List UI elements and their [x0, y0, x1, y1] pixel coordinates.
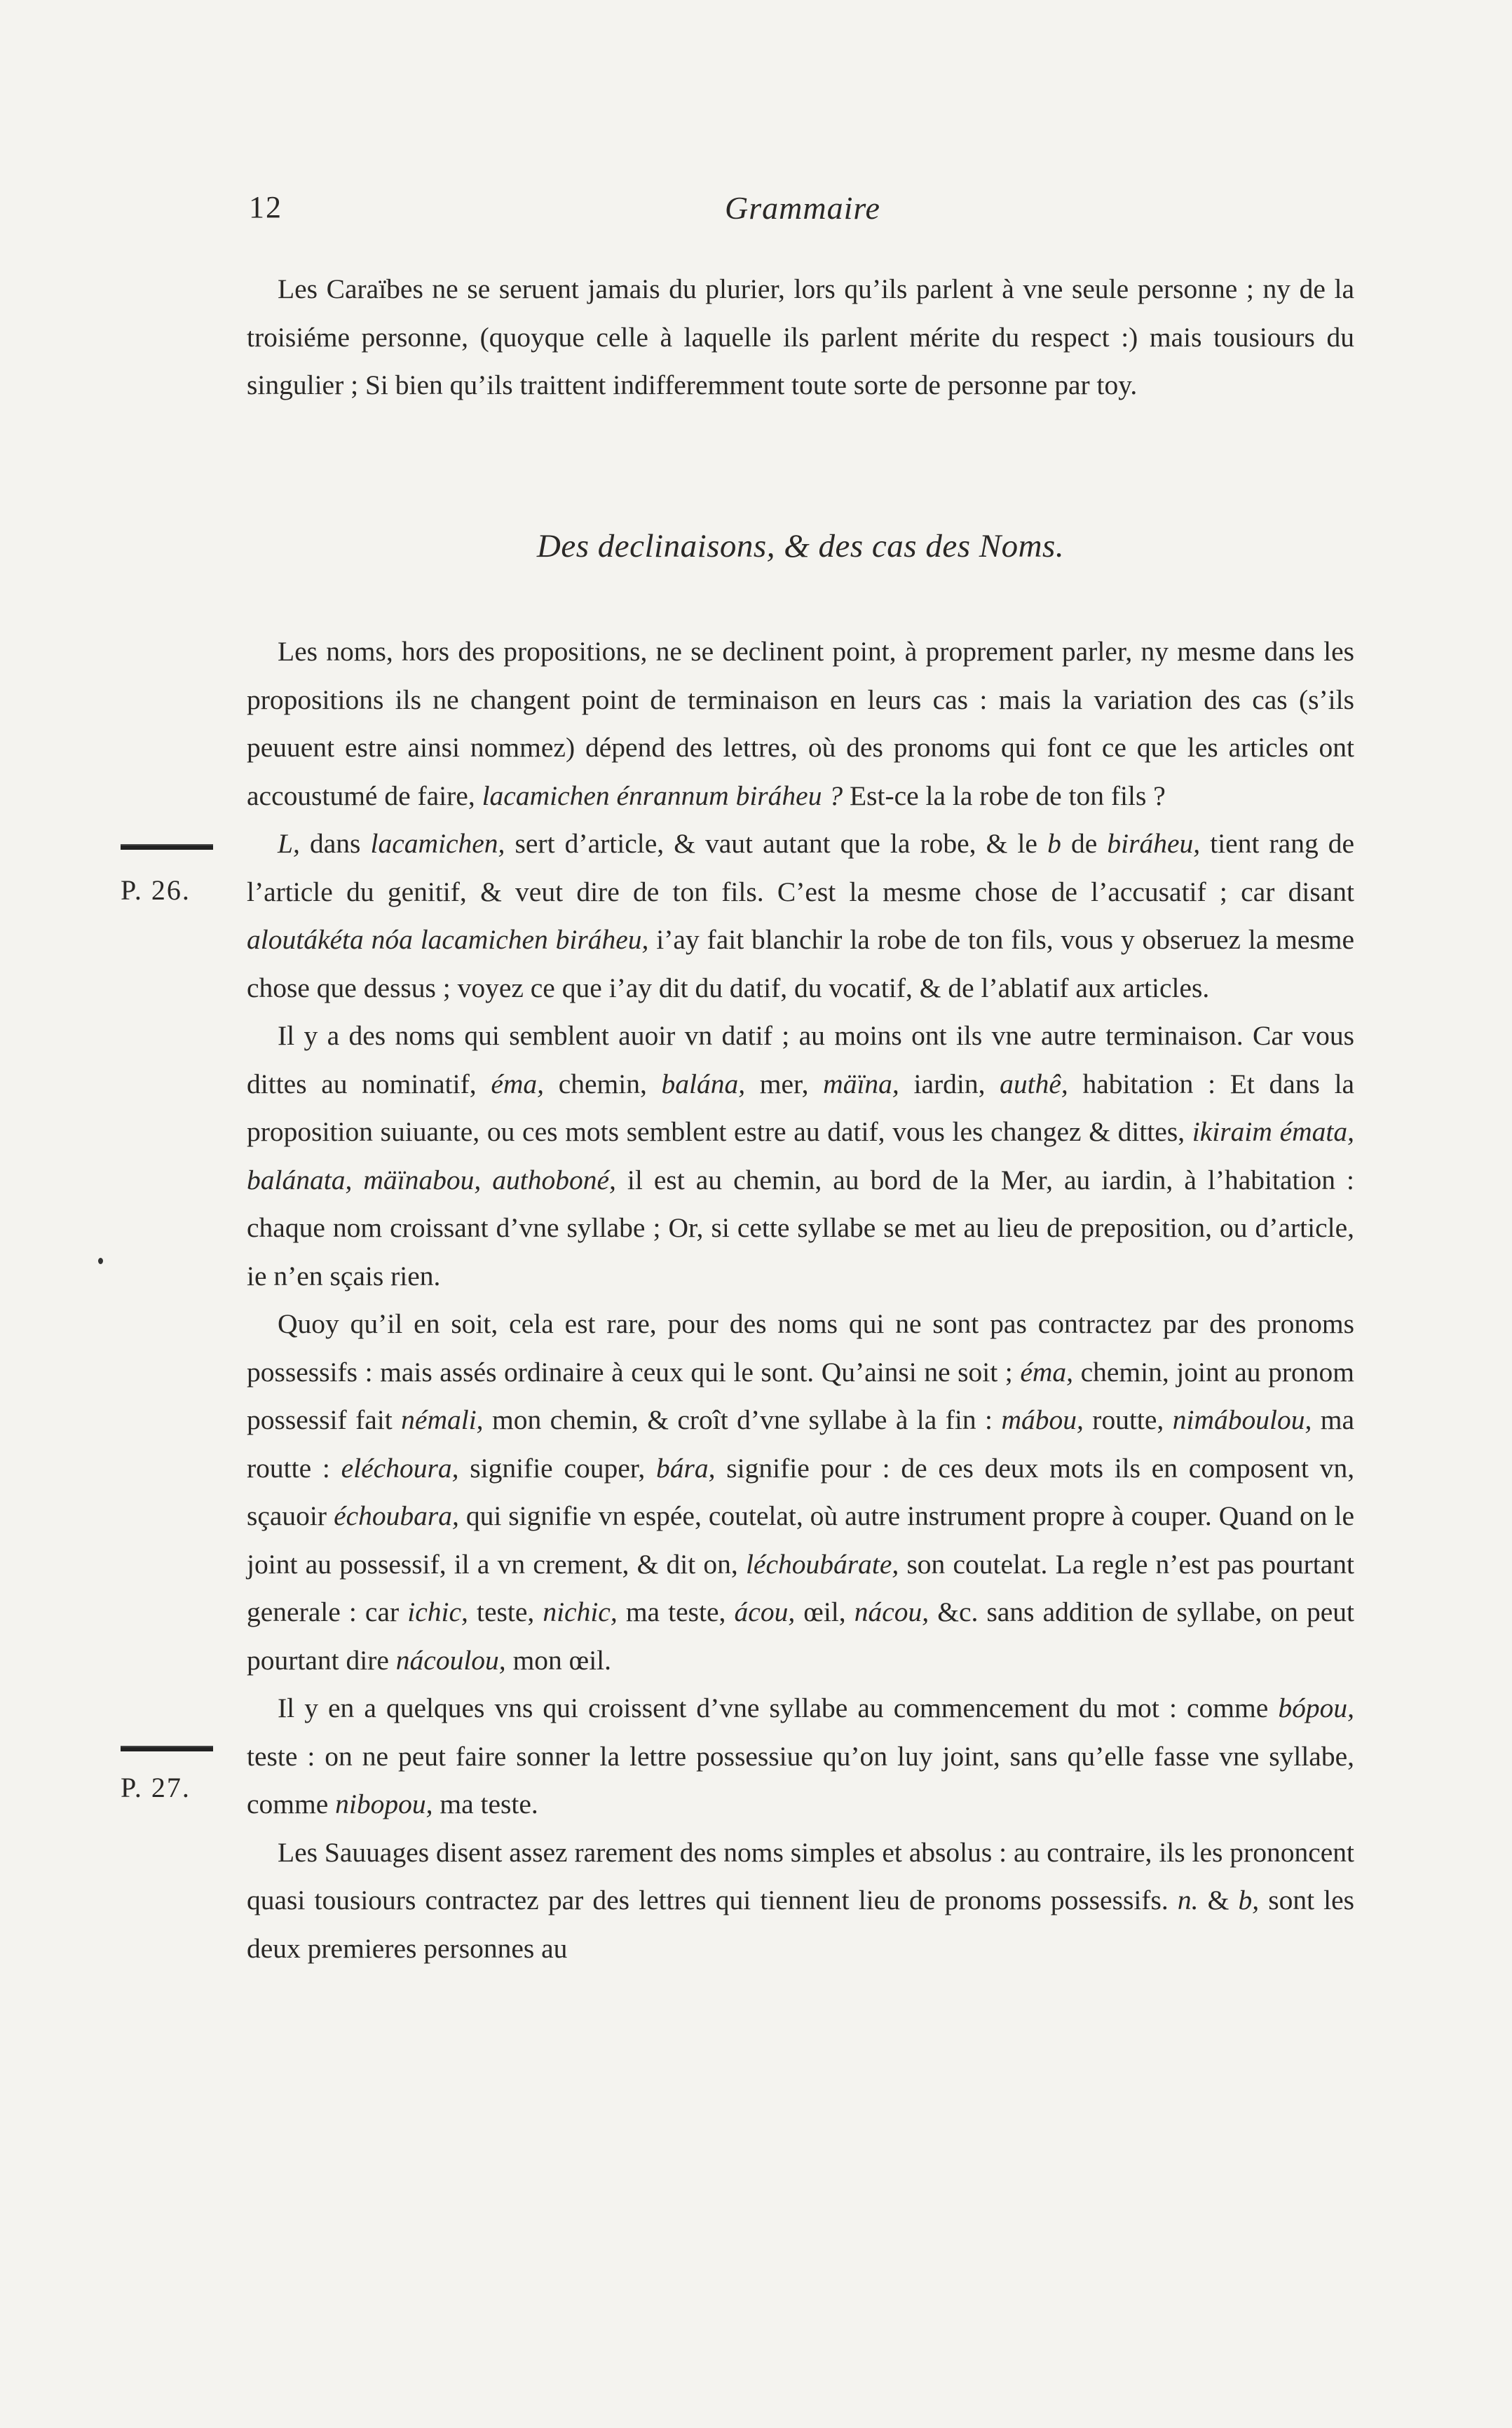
text-run: chemin, joint au pronom possessif fait [247, 1356, 1354, 1435]
caribbean-word: léchoubárate, [745, 1548, 899, 1580]
caribbean-word: ichic, [407, 1596, 468, 1627]
caribbean-word: aloutákéta nóa lacamichen biráheu, [247, 924, 649, 955]
intro-block [247, 265, 1354, 409]
paragraph-5 [247, 1684, 1354, 1829]
text-run: sert d’article, & vaut autant que la robe, & le [515, 828, 1037, 859]
caribbean-word: balána, [661, 1068, 746, 1099]
caribbean-word: éma, [1020, 1356, 1074, 1388]
text-run: &c. sans addition de syllabe, on peut pourtant dire [247, 1596, 1354, 1676]
margin-rule [121, 841, 213, 850]
caribbean-word: n. [1177, 1885, 1199, 1915]
paragraph-3 [247, 1012, 1354, 1300]
caribbean-word: nimáboulou, [1172, 1404, 1312, 1435]
caribbean-word: ácou, [734, 1596, 796, 1627]
paragraph-6 [247, 1829, 1354, 1973]
text-run: ma routte : [247, 1404, 1355, 1484]
page-number: 12 [249, 190, 282, 224]
paragraph-1 [247, 628, 1354, 820]
caribbean-word: nichic, [543, 1596, 618, 1627]
main-text [247, 628, 1354, 1972]
margin-rule [121, 1743, 213, 1751]
caribbean-word: lacamichen, [370, 828, 505, 859]
text-run: mer, [759, 1068, 809, 1099]
text-run: sont les deux premieres personnes au [247, 1885, 1355, 1964]
rule-line [121, 1747, 213, 1751]
text-run: Les noms, hors des propositions, ne se declinent point, à proprement parler, ny mesme dans les propositions ils ne changent point de terminaison en leurs cas : mais la variation des cas (s’ils peuuent estre ainsi nommez) dépend des lettres, où des pronoms qui font ce que les articles ont accoustumé de faire, [247, 636, 1354, 811]
text-run: il est au chemin, au bord de la Mer, au iardin, à l’habitation : chaque nom croissant d’vne syllabe ; Or, si cette syllabe se met au lieu de preposition, ou d’article, ie n’en sçais rien. [247, 1164, 1354, 1291]
caribbean-word: ikiraim émata, balánata, mäïnabou, authoboné, [247, 1116, 1355, 1195]
margin-note-p26: P. 26. [121, 874, 191, 906]
caribbean-word: échoubara, [334, 1500, 459, 1531]
caribbean-word: mäïna, [823, 1068, 899, 1099]
caribbean-word: eléchoura, [341, 1452, 459, 1484]
text-run: ma teste. [440, 1789, 538, 1819]
text-run: signifie couper, [470, 1452, 646, 1484]
text-run: ma teste, [625, 1596, 726, 1627]
text-run: mon chemin, & croît d’vne syllabe à la fin : [491, 1404, 993, 1435]
caribbean-word: nácoulou, [395, 1644, 506, 1676]
text-run: dans [309, 828, 361, 859]
margin-note-p27: P. 27. [121, 1772, 191, 1803]
text-run: iardin, [913, 1068, 986, 1099]
text-run: de [1070, 828, 1098, 859]
caribbean-word: L, [278, 828, 300, 859]
text-run: Les Sauuages disent assez rarement des noms simples et absolus : au contraire, ils les prononcent quasi tousiours contractez par des lettres qui tiennent lieu de pronoms possessifs. [247, 1836, 1354, 1915]
text-run: & [1207, 1885, 1230, 1915]
text-run: tient rang de l’article du genitif, & veut dire de ton fils. C’est la mesme chose de l’accusatif ; car disant [247, 828, 1355, 907]
text-run: routte, [1092, 1404, 1164, 1435]
caribbean-word: nibopou, [335, 1789, 433, 1819]
rule-line [121, 846, 213, 850]
caribbean-word: biráheu, [1107, 828, 1201, 859]
text-run: teste, [476, 1596, 535, 1627]
caribbean-word: bára, [656, 1452, 716, 1484]
text-run: Il y en a quelques vns qui croissent d’vne syllabe au commencement du mot : comme [278, 1693, 1269, 1723]
caribbean-word: b [1047, 828, 1061, 859]
text-run: Il y a des noms qui semblent auoir vn datif ; au moins ont ils vne autre terminaison. Car vous dittes au nominatif, [247, 1020, 1354, 1099]
caribbean-word: némali, [401, 1404, 484, 1435]
text-run: teste : on ne peut faire sonner la lettre possessiue qu’on luy joint, sans qu’elle fasse vne syllabe, comme [247, 1740, 1354, 1819]
caribbean-word: bópou, [1278, 1693, 1354, 1723]
ink-speck [98, 1258, 103, 1264]
paragraph-4 [247, 1300, 1354, 1684]
caribbean-word: éma, [491, 1068, 545, 1099]
running-head: Grammaire [725, 190, 880, 226]
paragraph-2 [247, 820, 1354, 1012]
text-run: habitation : Et dans la proposition suiuante, ou ces mots semblent estre au datif, vous les changez & dittes, [247, 1068, 1355, 1147]
text-run: qui signifie vn espée, coutelat, où autre instrument propre à couper. Quand on le joint au possessif, il a vn crement, & dit on, [247, 1500, 1354, 1580]
caribbean-word: nácou, [854, 1596, 929, 1627]
caribbean-word: authê, [1000, 1068, 1068, 1099]
intro-paragraph: Les Caraïbes ne se seruent jamais du plurier, lors qu’ils parlent à vne seule personne ; ny de la troisiéme personne, (quoyque celle à laquelle ils parlent mérite du respect :) mais tousiours du singulier ; Si bien qu’ils traittent indifferemment toute sorte de personne par toy. [247, 273, 1354, 400]
text-run: son coutelat. La regle n’est pas pourtant generale : car [247, 1548, 1354, 1627]
text-run: œil, [803, 1596, 846, 1627]
caribbean-example: lacamichen énrannum biráheu ? [482, 780, 843, 811]
page-header [249, 189, 1356, 238]
section-heading: Des declinaisons, & des cas des Noms. [536, 528, 1065, 564]
text-run: i’ay fait blanchir la robe de ton fils, vous y obseruez la mesme chose que dessus ; voyez ce que i’ay dit du datif, du vocatif, & de l’ablatif aux articles. [247, 924, 1355, 1003]
text-run: chemin, [558, 1068, 647, 1099]
text-run: Est-ce la la robe de ton fils ? [849, 780, 1166, 811]
text-run: signifie pour : de ces deux mots ils en composent vn, sçauoir [247, 1452, 1355, 1531]
text-run: mon œil. [512, 1644, 612, 1676]
caribbean-word: b, [1238, 1885, 1260, 1915]
caribbean-word: mábou, [1001, 1404, 1084, 1435]
text-run: Quoy qu’il en soit, cela est rare, pour des noms qui ne sont pas contractez par des pronoms possessifs : mais assés ordinaire à ceux qui le sont. Qu’ainsi ne soit ; [247, 1308, 1354, 1388]
